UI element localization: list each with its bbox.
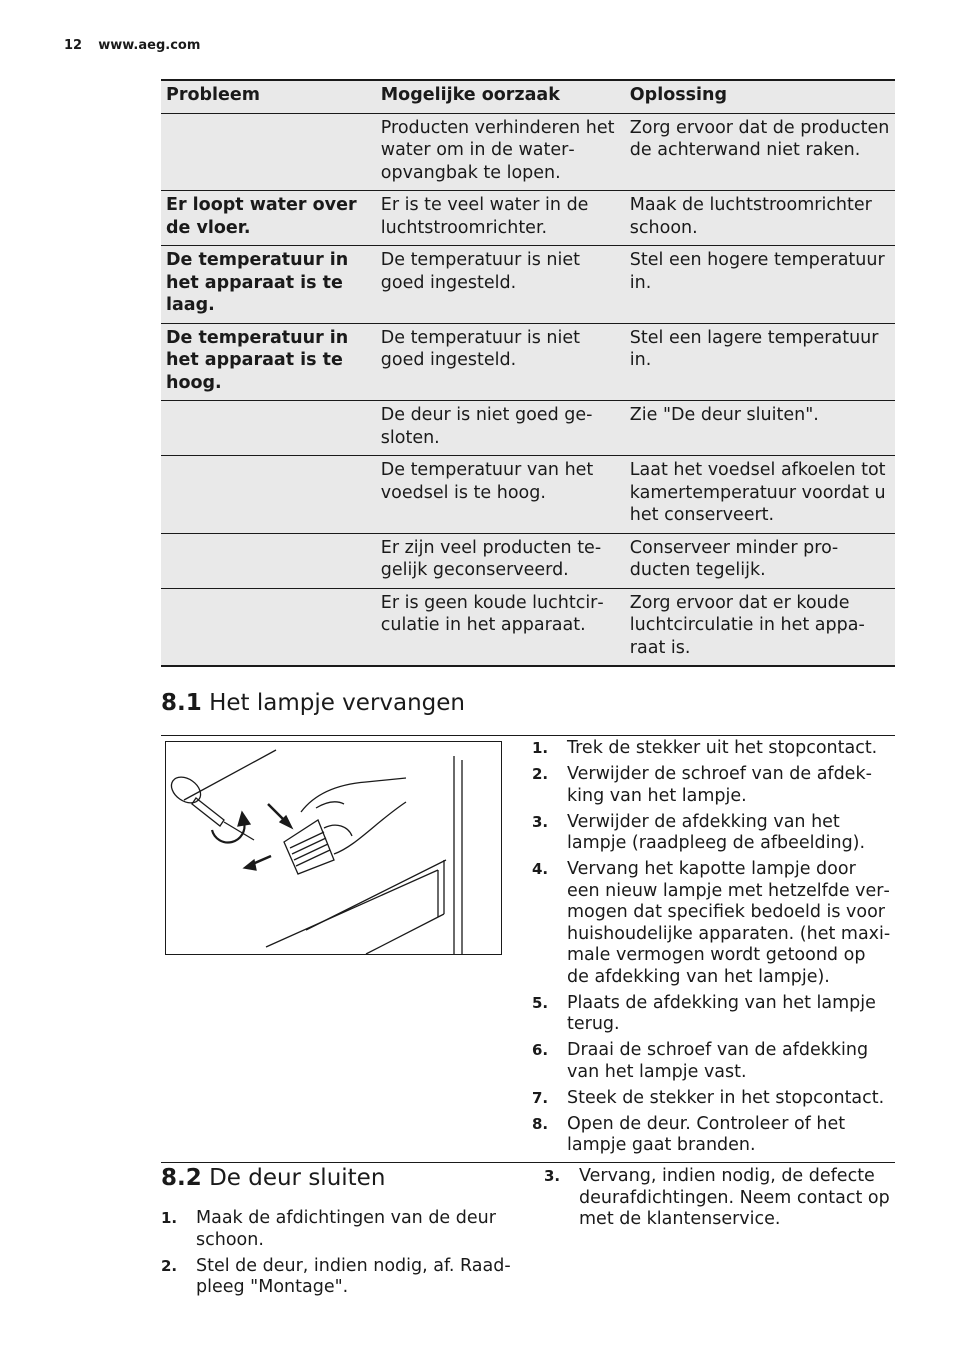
cause-cell: De temperatuur van het voedsel is te hoog.	[376, 456, 625, 534]
table-row	[161, 456, 895, 534]
list-item	[532, 859, 892, 988]
list-item	[544, 1166, 894, 1231]
list-item	[532, 738, 892, 760]
section-8-1-heading	[161, 690, 465, 716]
solution-cell: Zie "De deur sluiten".	[625, 401, 895, 456]
column-header-solution: Oplossing	[625, 80, 895, 113]
solution-cell: Zorg ervoor dat er koude luchtcirculatie in het apparaat is.	[625, 588, 895, 666]
problem-cell	[161, 588, 376, 666]
section-title: Het lampje vervangen	[209, 690, 466, 716]
step-text: Verwijder de schroef van de afdekking van het lampje.	[567, 764, 872, 806]
lamp-steps-list	[532, 738, 892, 1161]
cause-cell: Producten verhinderen het water om in de wateropvangbak te lopen.	[376, 113, 625, 191]
table-header-row	[161, 80, 895, 113]
list-item	[532, 812, 892, 855]
section-number: 8.1	[161, 690, 202, 716]
list-item	[161, 1208, 511, 1251]
table-row	[161, 401, 895, 456]
lamp-diagram-drawing	[166, 742, 501, 954]
solution-cell: Laat het voedsel afkoelen tot kamertemperatuur voordat u het conserveert.	[625, 456, 895, 534]
step-text: Maak de afdichtingen van de deur schoon.	[196, 1208, 496, 1250]
problem-cell	[161, 533, 376, 588]
problem-cell	[161, 113, 376, 191]
step-number: 2.	[161, 1256, 178, 1275]
section-number: 8.2	[161, 1165, 202, 1191]
solution-cell: Stel een lagere temperatuur in.	[625, 323, 895, 401]
screwdriver-icon	[167, 772, 254, 840]
step-number: 1.	[161, 1209, 178, 1227]
page-number: 12	[64, 38, 83, 53]
step-number: 2.	[532, 765, 549, 783]
list-item	[532, 1040, 892, 1083]
step-number: 4.	[532, 860, 549, 878]
cause-cell: Er zijn veel producten tegelijk geconserveerd.	[376, 533, 625, 588]
cabinet-edge-line	[184, 750, 276, 800]
door-steps-list	[161, 1208, 511, 1303]
problem-cell: De temperatuur in het apparaat is te laag.	[161, 246, 376, 324]
table-row	[161, 113, 895, 191]
step-text: Steek de stekker in het stopcontact.	[567, 1087, 885, 1108]
lamp-replacement-illustration	[165, 741, 502, 955]
cause-cell: De temperatuur is niet goed ingesteld.	[376, 246, 625, 324]
table-row	[161, 246, 895, 324]
step-number: 1.	[532, 739, 549, 757]
list-item	[532, 1114, 892, 1157]
table-row	[161, 191, 895, 246]
solution-cell: Conserveer minder producten tegelijk.	[625, 533, 895, 588]
step-text: Vervang, indien nodig, de defecte deurafdichtingen. Neem contact op met de klantenservice.	[579, 1166, 890, 1229]
door-steps-list-continued	[544, 1166, 894, 1235]
problem-cell	[161, 456, 376, 534]
list-item	[161, 1256, 511, 1299]
list-item	[532, 764, 892, 807]
step-text: Stel de deur, indien nodig, af. Raadpleeg "Montage".	[196, 1255, 511, 1297]
cause-cell: Er is geen koude luchtcirculatie in het apparaat.	[376, 588, 625, 666]
list-item	[532, 1088, 892, 1110]
cause-cell: De deur is niet goed gesloten.	[376, 401, 625, 456]
table-row	[161, 323, 895, 401]
step-number: 5.	[532, 993, 549, 1012]
cause-cell: De temperatuur is niet goed ingesteld.	[376, 323, 625, 401]
step-number: 8.	[532, 1114, 549, 1133]
step-number: 6.	[532, 1041, 549, 1059]
step-text: Verwijder de afdekking van het lampje (raadpleeg de afbeelding).	[567, 811, 866, 853]
step-text: Draai de schroef van de afdekking van het lampje vast.	[567, 1040, 869, 1082]
column-header-problem: Probleem	[161, 80, 376, 113]
step-text: Plaats de afdekking van het lampje terug.	[567, 992, 876, 1034]
section-divider	[161, 735, 895, 736]
website-link[interactable]: www.aeg.com	[98, 38, 201, 53]
problem-cell	[161, 401, 376, 456]
list-item	[532, 993, 892, 1036]
solution-cell: Maak de luchtstroomrichter schoon.	[625, 191, 895, 246]
step-number: 3.	[544, 1167, 561, 1185]
page-header	[64, 38, 200, 53]
column-header-cause: Mogelijke oorzaak	[376, 80, 625, 113]
step-text: Trek de stekker uit het stopcontact.	[567, 738, 878, 758]
table-row	[161, 533, 895, 588]
troubleshooting-table	[161, 79, 895, 667]
step-number: 7.	[532, 1088, 549, 1107]
step-text: Vervang het kapotte lampje door een nieuw lampje met hetzelfde vermogen dat specifiek bedoeld is voor huishoudelijke apparaten. (het maximale vermogen wordt getoond op de afdekking van het lampje).	[567, 859, 891, 987]
solution-cell: Zorg ervoor dat de producten de achterwand niet raken.	[625, 113, 895, 191]
problem-cell: De temperatuur in het apparaat is te hoog.	[161, 323, 376, 401]
section-divider	[161, 1162, 895, 1163]
step-text: Open de deur. Controleer of het lampje gaat branden.	[567, 1113, 846, 1155]
section-title: De deur sluiten	[209, 1165, 386, 1191]
section-8-2-heading	[161, 1165, 385, 1191]
table-row	[161, 588, 895, 666]
problem-cell: Er loopt water over de vloer.	[161, 191, 376, 246]
solution-cell: Stel een hogere temperatuur in.	[625, 246, 895, 324]
step-number: 3.	[532, 812, 549, 831]
cause-cell: Er is te veel water in de luchtstroomrichter.	[376, 191, 625, 246]
